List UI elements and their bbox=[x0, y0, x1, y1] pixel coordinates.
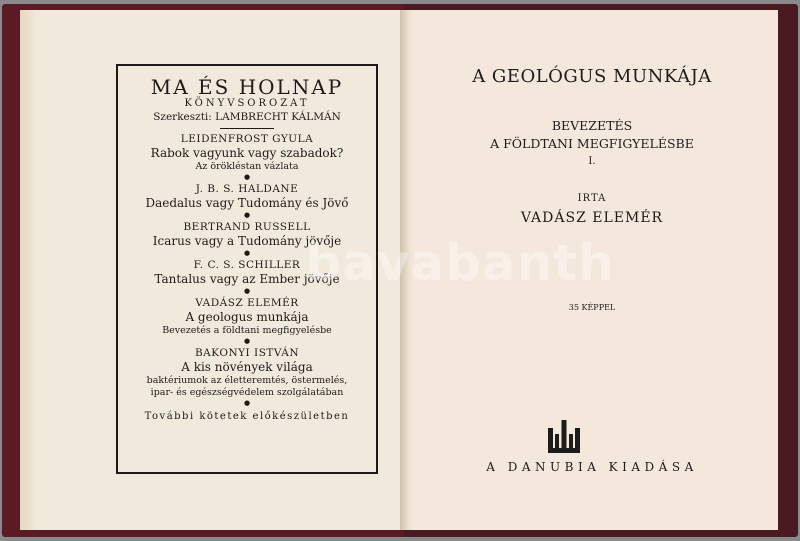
entry-subtitle: ipar- és egészségvédelem szolgálatában bbox=[150, 387, 344, 398]
right-page bbox=[406, 10, 778, 530]
entry-title: A kis növények világa bbox=[181, 360, 313, 374]
left-page-edge bbox=[20, 10, 36, 530]
publisher-line: A DANUBIA KIADÁSA bbox=[486, 460, 698, 474]
entry-author: VADÁSZ ELEMÉR bbox=[195, 297, 299, 309]
entry-author: J. B. S. HALDANE bbox=[195, 183, 299, 195]
entry-title: Rabok vagyunk vagy szabadok? bbox=[150, 146, 344, 160]
divider bbox=[220, 128, 274, 129]
entry-title: Icarus vagy a Tudomány jövője bbox=[152, 234, 342, 248]
entry-subtitle: baktériumok az életteremtés, östermelés, bbox=[146, 375, 348, 386]
entry-author: F. C. S. SCHILLER bbox=[193, 259, 301, 271]
separator-dot: ● bbox=[243, 287, 251, 295]
separator-dot: ● bbox=[243, 249, 251, 257]
entry-author: LEIDENFROST GYULA bbox=[180, 133, 314, 145]
separator-dot: ● bbox=[243, 173, 251, 181]
entry-title: Daedalus vagy Tudomány és Jövő bbox=[145, 196, 349, 210]
entry-author: BAKONYI ISTVÁN bbox=[194, 347, 300, 359]
volume-number: I. bbox=[588, 156, 596, 167]
book-author: VADÁSZ ELEMÉR bbox=[520, 210, 664, 226]
series-title: MA ÉS HOLNAP bbox=[150, 75, 344, 99]
series-list-box bbox=[116, 64, 378, 474]
separator-dot: ● bbox=[243, 337, 251, 345]
separator-dot: ● bbox=[243, 399, 251, 407]
series-footer: További kötetek előkészületben bbox=[144, 411, 350, 422]
entry-title: Tantalus vagy az Ember jövője bbox=[154, 272, 340, 286]
book-gutter bbox=[400, 10, 414, 530]
by-label: IRTA bbox=[577, 193, 607, 204]
series-subtitle: KÖNYVSOROZAT bbox=[184, 98, 310, 109]
entry-subtitle: Az örökléstan vázlata bbox=[195, 161, 299, 172]
book-subtitle-line2: A FÖLDTANI MEGFIGYELÉSBE bbox=[490, 136, 694, 151]
illustrations-note: 35 KÉPPEL bbox=[568, 303, 616, 312]
book-title: A GEOLÓGUS MUNKÁJA bbox=[472, 66, 712, 87]
entry-title: A geologus munkája bbox=[185, 310, 309, 324]
danubia-logo-icon bbox=[546, 418, 582, 454]
entry-author: BERTRAND RUSSELL bbox=[183, 221, 311, 233]
book-subtitle-line1: BEVEZETÉS bbox=[551, 118, 633, 133]
watermark: bavabanth bbox=[305, 234, 615, 292]
separator-dot: ● bbox=[243, 211, 251, 219]
series-editor: Szerkeszti: LAMBRECHT KÁLMÁN bbox=[153, 111, 341, 123]
entry-subtitle: Bevezetés a földtani megfigyelésbe bbox=[162, 325, 332, 336]
